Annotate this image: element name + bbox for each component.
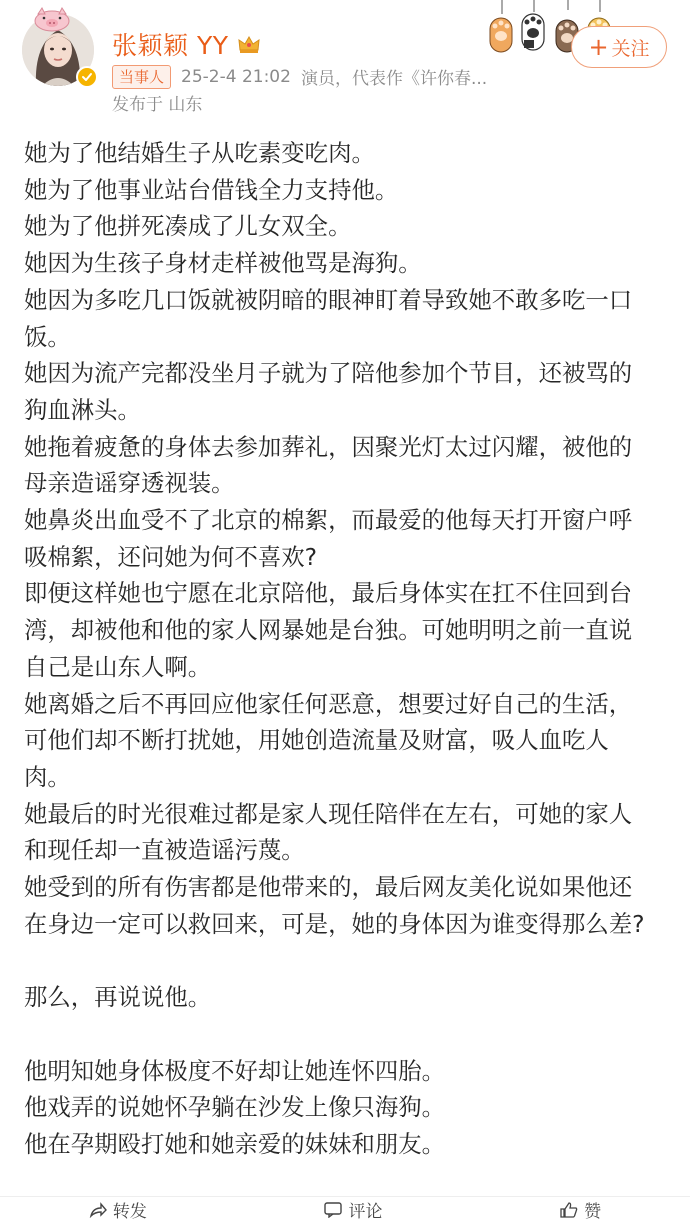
follow-button[interactable] — [571, 26, 667, 68]
post-paragraph: 她因为多吃几口饭就被阴暗的眼神盯着导致她不敢多吃一口饭。 — [24, 285, 633, 351]
post-paragraph: 她为了他拼死凑成了儿女双全。 — [24, 212, 352, 241]
follow-label: 关注 — [611, 37, 650, 60]
post-paragraph: 她为了他事业站台借钱全力支持他。 — [24, 175, 399, 204]
post-paragraph: 她拖着疲惫的身体去参加葬礼，因聚光灯太过闪耀，被他的母亲造谣穿透视装。 — [24, 432, 633, 498]
blank-line — [24, 942, 654, 979]
author-description: 演员，代表作《许你春... — [300, 69, 488, 89]
like-button[interactable] — [560, 1197, 601, 1222]
share-button[interactable] — [89, 1197, 147, 1222]
post-paragraph: 她受到的所有伤害都是他带来的，最后网友美化说如果他还在身边一定可以救回来，可是，她的身体因为谁变得那么差? — [24, 873, 645, 938]
like-icon — [560, 1202, 578, 1218]
post-paragraph: 她为了他结婚生子从吃素变吃肉。 — [24, 139, 375, 167]
post-time: 25-2-4 21:02 — [181, 66, 291, 87]
bottom-toolbar — [0, 1196, 690, 1222]
post-paragraph: 她最后的时光很难过都是家人现任陪伴在左右，可她的家人和现任却一直被造谣污蔑。 — [24, 799, 633, 865]
share-label: 转发 — [112, 1202, 147, 1222]
post-header — [0, 0, 690, 120]
post-paragraph: 即便这样她也宁愿在北京陪他，最后身体实在扛不住回到台湾，却被他和他的家人网暴她是台独。可她明明之前一直说自己是山东人啊。 — [24, 579, 633, 681]
avatar[interactable] — [22, 14, 94, 86]
plus-icon: + — [588, 33, 609, 61]
post-paragraph: 她鼻炎出血受不了北京的棉絮，而最爱的他每天打开窗户呼吸棉絮，还问她为何不喜欢? — [24, 506, 633, 571]
comment-label: 评论 — [348, 1202, 383, 1222]
post-paragraph: 她离婚之后不再回应他家任何恶意，想要过好自己的生活，可他们却不断打扰她，用她创造流量及财富，吸人血吃人肉。 — [24, 689, 633, 791]
verified-badge-icon — [76, 66, 98, 88]
pig-icon — [30, 6, 74, 32]
like-label: 赞 — [584, 1202, 602, 1222]
status-badge: 当事人 — [112, 65, 171, 89]
post-paragraph: 他在孕期殴打她和她亲爱的妹妹和朋友。 — [24, 1129, 446, 1158]
comment-icon — [324, 1202, 342, 1218]
post-meta — [112, 64, 487, 89]
author-name-row — [112, 28, 261, 60]
post-content — [24, 135, 654, 1199]
post-paragraph: 他戏弄的说她怀孕躺在沙发上像只海狗。 — [24, 1093, 446, 1122]
post-paragraph: 她因为生孩子身材走样被他骂是海狗。 — [24, 249, 422, 278]
comment-button[interactable] — [324, 1197, 382, 1222]
author-name[interactable]: 张颖颖 YY — [112, 31, 229, 60]
share-icon — [89, 1202, 107, 1218]
crown-icon — [237, 33, 261, 55]
post-paragraph: 他明知她身体极度不好却让她连怀四胎。 — [24, 1056, 446, 1085]
post-paragraph: 那么，再说说他。 — [24, 983, 212, 1012]
post-location: 发布于 山东 — [112, 95, 203, 115]
blank-line — [24, 1016, 654, 1053]
post-paragraph: 她因为流产完都没坐月子就为了陪他参加个节目，还被骂的狗血淋头。 — [24, 359, 633, 424]
